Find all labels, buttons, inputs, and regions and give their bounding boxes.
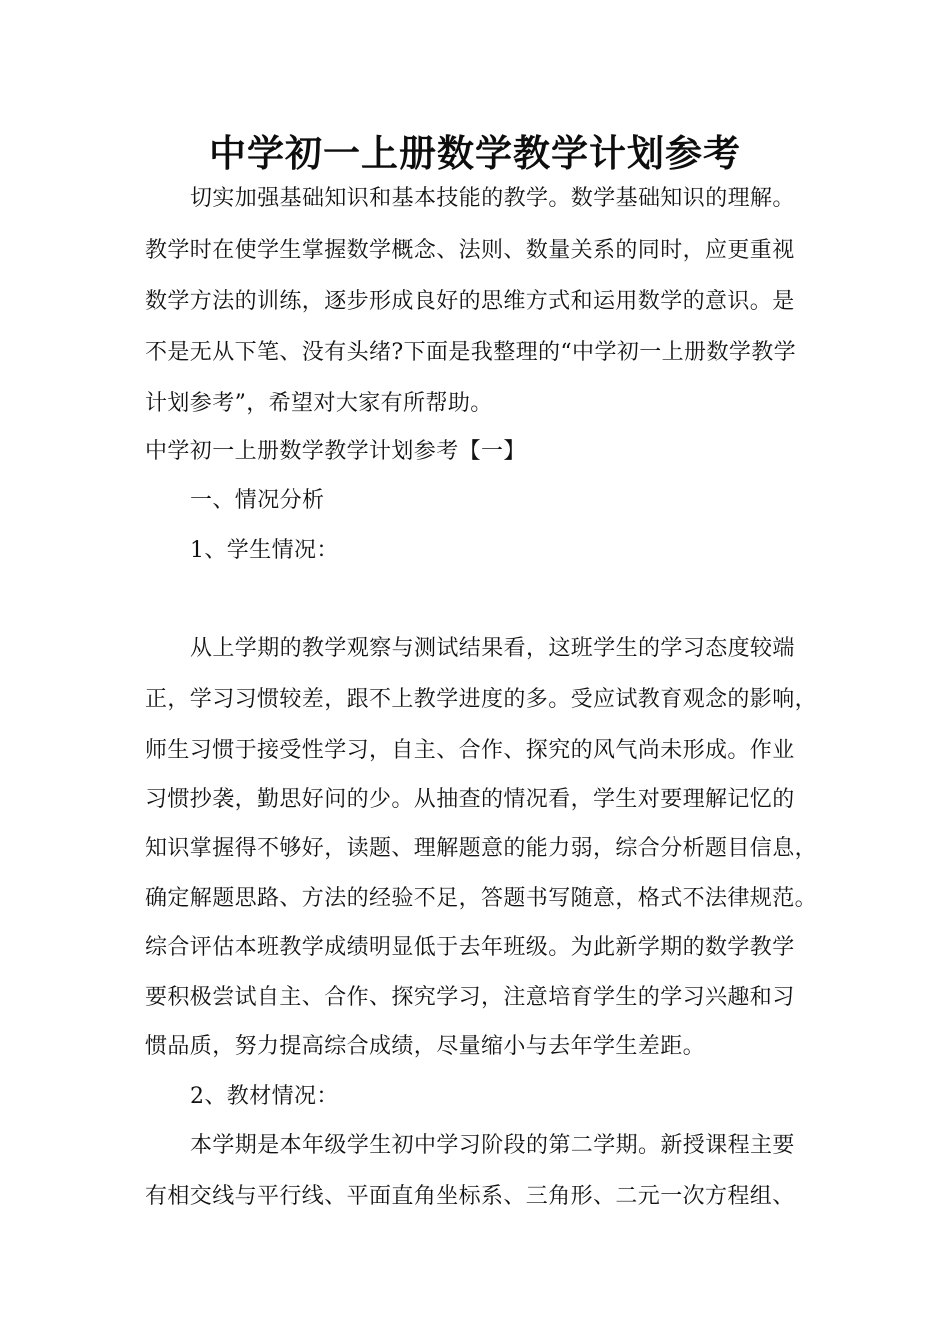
students-line-8: 要积极尝试自主、合作、探究学习，注意培育学生的学习兴趣和习 bbox=[145, 985, 795, 1010]
intro-line-1: 切实加强基础知识和基本技能的教学。数学基础知识的理解。 bbox=[190, 186, 795, 211]
students-line-9: 惯品质，努力提高综合成绩，尽量缩小与去年学生差距。 bbox=[145, 1034, 706, 1059]
document-title: 中学初一上册数学教学计划参考 bbox=[209, 132, 741, 175]
students-line-3: 师生习惯于接受性学习，自主、合作、探究的风气尚未形成。作业 bbox=[145, 738, 795, 763]
intro-line-4: 不是无从下笔、没有头绪?下面是我整理的“中学初一上册数学教学 bbox=[145, 340, 797, 365]
subheading-textbook: 2、教材情况： bbox=[190, 1084, 339, 1109]
students-line-4: 习惯抄袭，勤思好问的少。从抽查的情况看，学生对要理解记忆的 bbox=[145, 787, 795, 812]
students-line-5: 知识掌握得不够好，读题、理解题意的能力弱，综合分析题目信息， bbox=[145, 836, 818, 861]
intro-line-3: 数学方法的训练，逐步形成良好的思维方式和运用数学的意识。是 bbox=[145, 289, 795, 314]
subheading-situation: 一、情况分析 bbox=[190, 488, 325, 513]
intro-line-5: 计划参考”，希望对大家有所帮助。 bbox=[145, 391, 493, 416]
textbook-line-1: 本学期是本年级学生初中学习阶段的第二学期。新授课程主要 bbox=[190, 1133, 795, 1158]
textbook-line-2: 有相交线与平行线、平面直角坐标系、三角形、二元一次方程组、 bbox=[145, 1184, 795, 1209]
students-line-1: 从上学期的教学观察与测试结果看，这班学生的学习态度较端 bbox=[190, 636, 795, 661]
students-line-7: 综合评估本班教学成绩明显低于去年班级。为此新学期的数学教学 bbox=[145, 935, 795, 960]
intro-line-2: 教学时在使学生掌握数学概念、法则、数量关系的同时，应更重视 bbox=[145, 238, 795, 263]
students-line-6: 确定解题思路、方法的经验不足，答题书写随意，格式不法律规范。 bbox=[145, 886, 818, 911]
subheading-students: 1、学生情况： bbox=[190, 538, 339, 563]
section-heading: 中学初一上册数学教学计划参考【一】 bbox=[145, 439, 526, 464]
students-line-2: 正，学习习惯较差，跟不上教学进度的多。受应试教育观念的影响， bbox=[145, 687, 818, 712]
